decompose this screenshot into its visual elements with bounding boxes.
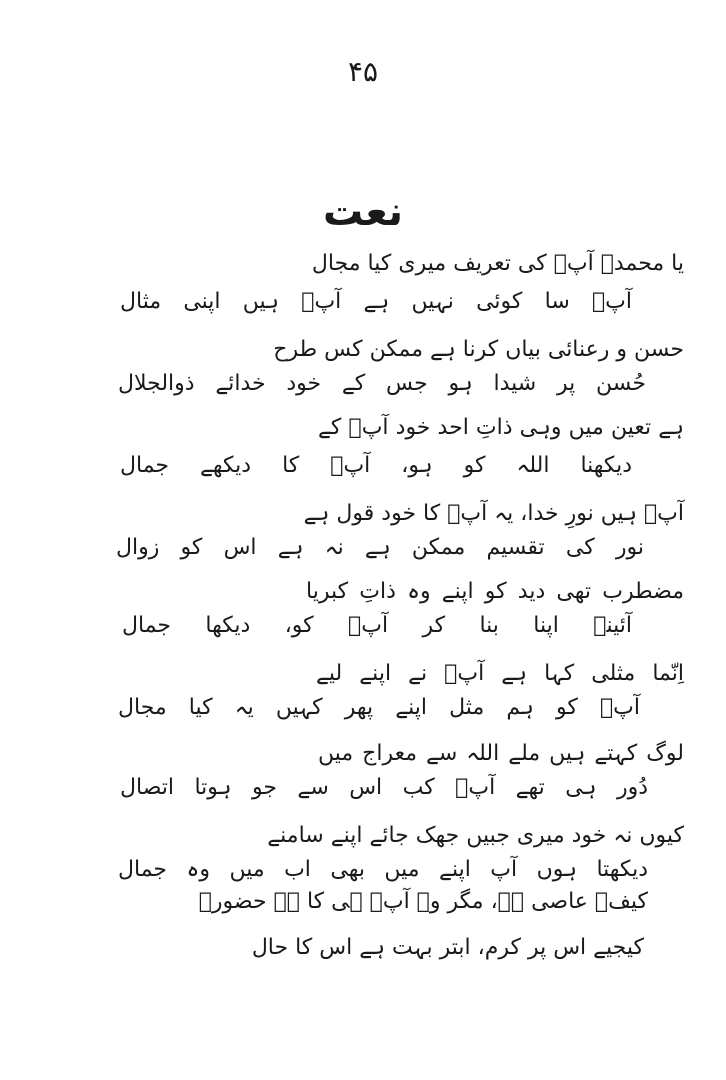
verse-line: کیجیے اس پر کرم، ابتر بہت ہے اس کا حال xyxy=(251,935,644,960)
verse-line: آپؐ سا کوئی نہیں ہے آپؐ ہیں اپنی مثال xyxy=(120,289,632,314)
verse-line: آپؐ کو ہم مثل اپنے پھر کہیں یہ کیا مجال xyxy=(118,695,640,720)
verse-line: نور کی تقسیم ممکن ہے نہ ہے اس کو زوال xyxy=(116,535,644,560)
verse-line: اِنّما مثلی کہا ہے آپؐ نے اپنے لیے xyxy=(316,661,684,686)
verse-line: حُسن پر شیدا ہو جس کے خود خدائے ذوالجلال xyxy=(118,371,646,396)
verse-line: مضطرب تھی دید کو اپنے وہ ذاتِ کبریا xyxy=(306,579,684,604)
page-number: ۴۵ xyxy=(347,55,379,88)
page-title: نعت xyxy=(323,189,403,235)
verse-line: کیوں نہ خود میری جبیں جھک جائے اپنے سامنے xyxy=(267,823,684,848)
verse-line: آئینہ اپنا بنا کر آپؐ کو، دیکھا جمال xyxy=(122,613,632,638)
verse-line: آپؐ ہیں نورِ خدا، یہ آپؐ کا خود قول ہے xyxy=(303,501,684,526)
verse-line: دیکھنا اللہ کو ہو، آپؐ کا دیکھے جمال xyxy=(120,453,632,478)
verse-line: دُور ہی تھے آپؐ کب اس سے جو ہوتا اتصال xyxy=(120,775,648,800)
verse-line: ہے تعین میں وہی ذاتِ احد خود آپؐ کے xyxy=(318,415,684,440)
verse-line: دیکھتا ہوں آپ اپنے میں بھی اب میں وہ جمال xyxy=(118,857,648,882)
verse-line: لوگ کہتے ہیں ملے اللہ سے معراج میں xyxy=(318,741,684,766)
verse-line: کیفؔ عاصی ہے، مگر وہ آپؐ ہی کا ہے حضورؐ xyxy=(198,889,648,914)
verse-line: حسن و رعنائی بیاں کرنا ہے ممکن کس طرح xyxy=(273,337,684,362)
verse-line: یا محمدؐ آپؐ کی تعریف میری کیا مجال xyxy=(311,251,684,276)
